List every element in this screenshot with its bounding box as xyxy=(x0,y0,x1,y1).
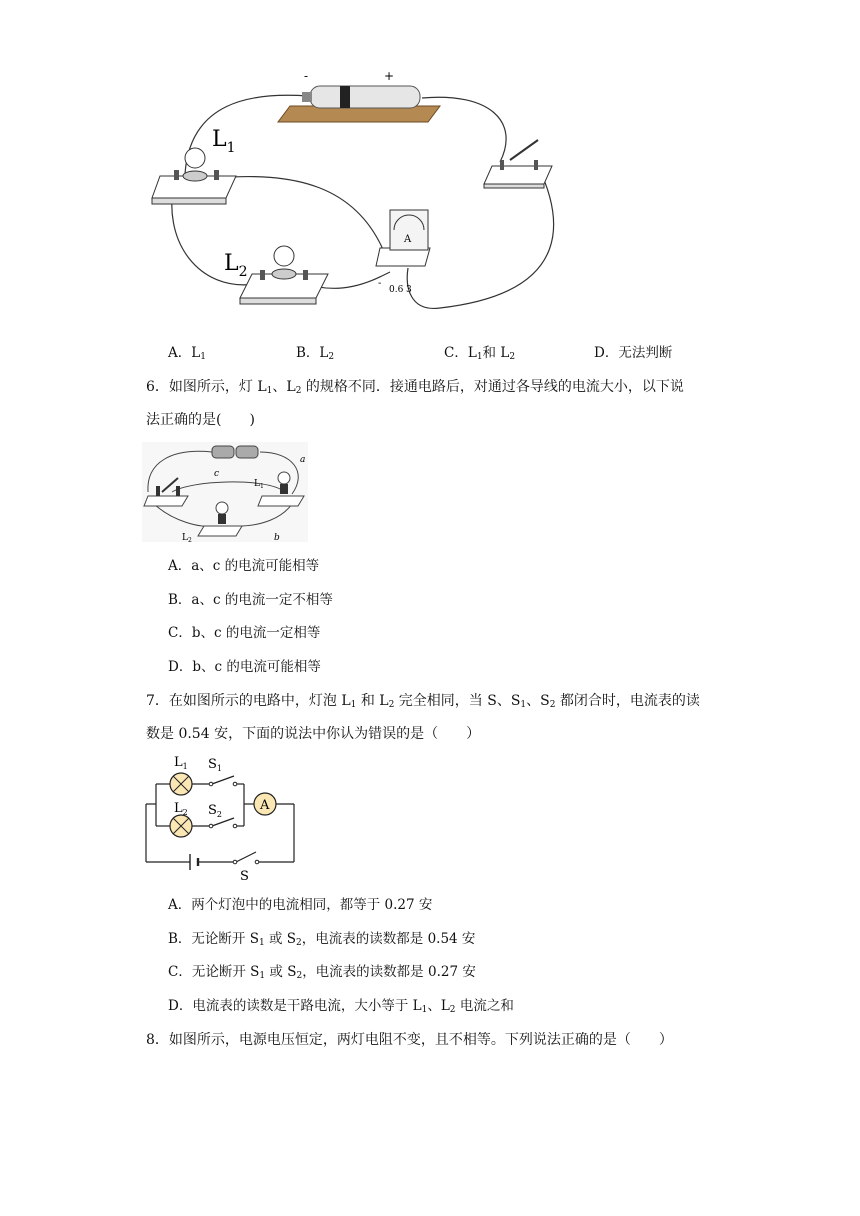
q5-l2-label: $L_2$ xyxy=(224,251,248,280)
q6-label-b: b xyxy=(274,533,280,542)
q6-label-l1: $L_1$ xyxy=(254,479,264,490)
q5-option-a: A．$L_1$ xyxy=(168,345,206,362)
q5-ammeter-3: 3 xyxy=(406,285,412,295)
q5-option-c: C．$L_1$和 $L_2$ xyxy=(444,345,516,362)
q7-option-d: D．电流表的读数是干路电流，大小等于 $L_1$、$L_2$ 电流之和 xyxy=(168,998,514,1015)
q5-ammeter-minus: - xyxy=(378,278,382,289)
q8-stem: 8．如图所示，电源电压恒定，两灯电阻不变，且不相等。下列说法正确的是（ ） xyxy=(146,1032,673,1048)
q5-ammeter-label: A xyxy=(404,234,412,245)
q5-option-d: D．无法判断 xyxy=(594,345,673,361)
q6-option-a: A．a、c 的电流可能相等 xyxy=(168,558,320,574)
q7-label-l1: $L_1$ xyxy=(174,755,188,771)
q6-option-d: D．b、c 的电流可能相等 xyxy=(168,659,321,675)
q6-option-c: C．b、c 的电流一定相等 xyxy=(168,625,321,641)
q5-option-b: B．$L_2$ xyxy=(296,345,335,362)
q6-label-l2: $L_2$ xyxy=(182,533,192,542)
q5-battery-minus: - xyxy=(304,69,309,83)
q7-label-s2: $S_2$ xyxy=(208,803,222,819)
q6-stem-line2: 法正确的是( ) xyxy=(146,412,255,428)
q6-stem-line1: 6．如图所示，灯 $L_1$、$L_2$ 的规格不同．接通电路后，对通过各导线的电流大小，以下说 xyxy=(146,379,684,396)
q6-option-b: B．a、c 的电流一定不相等 xyxy=(168,592,333,608)
q7-label-s: S xyxy=(240,869,249,884)
q6-circuit-figure xyxy=(142,442,308,542)
q7-stem-line1: 7．在如图所示的电路中，灯泡 $L_1$ 和 $L_2$ 完全相同，当 S、$S_1$、$S_2$ 都闭合时，电流表的读 xyxy=(146,693,700,710)
q6-label-a: a xyxy=(300,455,306,465)
q7-option-b: B．无论断开 $S_1$ 或 $S_2$，电流表的读数都是 0.54 安 xyxy=(168,931,476,948)
q5-l1-label: $L_1$ xyxy=(212,127,236,156)
q7-stem-line2: 数是 0.54 安，下面的说法中你认为错误的是（ ） xyxy=(146,726,481,742)
q5-circuit-figure xyxy=(140,62,580,322)
q7-option-c: C．无论断开 $S_1$ 或 $S_2$，电流表的读数都是 0.27 安 xyxy=(168,964,476,981)
q7-option-a: A．两个灯泡中的电流相同，都等于 0.27 安 xyxy=(168,897,433,913)
q6-label-c: c xyxy=(214,469,220,479)
q7-circuit-figure xyxy=(140,752,304,884)
q5-ammeter-06: 0.6 xyxy=(389,285,404,295)
q5-battery-plus: + xyxy=(384,69,395,83)
q7-label-l2: $L_2$ xyxy=(174,801,188,817)
q7-label-s1: $S_1$ xyxy=(208,757,222,773)
q7-ammeter-label: A xyxy=(260,798,270,813)
